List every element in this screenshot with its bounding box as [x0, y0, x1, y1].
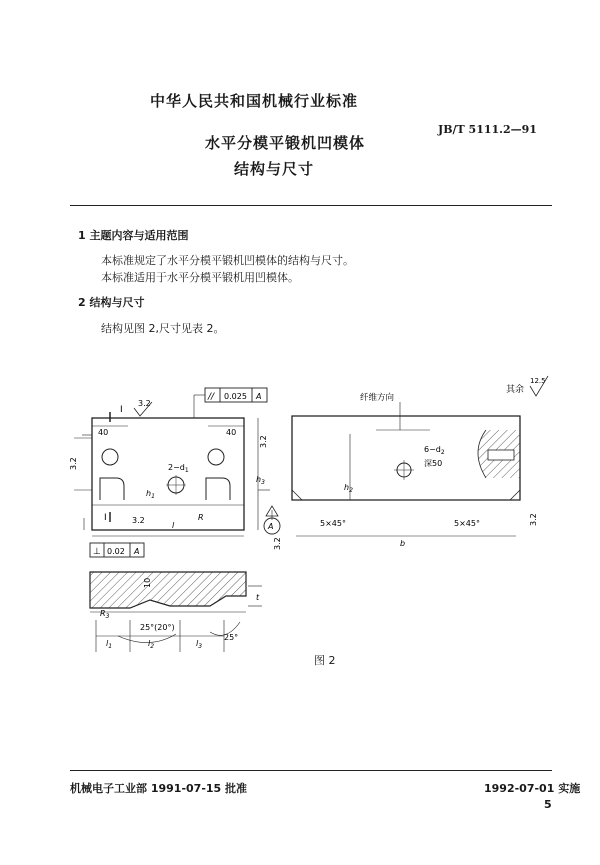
section-mark-bottom: I [104, 513, 107, 523]
svg-text:A: A [256, 392, 262, 401]
roughness-value-h3: 3.2 [259, 435, 268, 448]
side-view-bore [488, 450, 514, 460]
section-2-heading: 2 结构与尺寸 [78, 296, 145, 309]
section-mark-top: I [120, 405, 123, 415]
tolerance-frame-perpendicular [90, 543, 144, 557]
section-1-heading: 1 主题内容与适用范围 [78, 229, 189, 242]
dim-40-left: 40 [98, 428, 109, 437]
section-2-paragraph-1: 结构见图 2,尺寸见表 2。 [101, 322, 225, 335]
tolerance-frame-parallel [205, 388, 267, 402]
document-subtitle: 结构与尺寸 [234, 160, 315, 178]
svg-text:⊥: ⊥ [93, 547, 101, 557]
dim-6d2: $6-d_2$ [424, 445, 445, 456]
dim-chamfer-right: 5×45° [454, 519, 480, 528]
page-number: 5 [544, 798, 552, 811]
roughness-value-side: 3.2 [529, 513, 538, 526]
dim-r3: $R_3$ [100, 609, 110, 620]
roughness-value-bottom: 3.2 [132, 516, 145, 525]
roughness-value-bottom-left: 3.2 [273, 537, 282, 550]
dim-h2: $h_2$ [344, 483, 353, 494]
dim-t: t [256, 593, 260, 602]
implementation-date: 1992-07-01 实施 [484, 782, 581, 795]
slot-left [100, 478, 124, 500]
dim-b: b [400, 539, 406, 548]
document-title: 水平分模平锻机凹模体 [205, 134, 366, 152]
dim-r: R [198, 513, 204, 522]
dim-10: 10 [143, 577, 152, 588]
roughness-value-left: 3.2 [69, 457, 78, 470]
svg-text:0.02: 0.02 [107, 547, 125, 556]
svg-text://: // [208, 392, 215, 402]
dim-40-right: 40 [226, 428, 237, 437]
slot-right [206, 478, 230, 500]
header-rule [70, 205, 552, 206]
dim-angle-25: 25° [224, 633, 239, 642]
section-1-paragraph-2: 本标准适用于水平分模平锻机用凹模体。 [101, 271, 299, 284]
dim-h1: $h_1$ [146, 489, 155, 500]
svg-text:0.025: 0.025 [224, 392, 247, 401]
dim-depth: 深50 [424, 459, 443, 468]
dim-l2: $l_2$ [148, 639, 155, 650]
figure-caption: 图 2 [314, 654, 336, 667]
svg-text:12.5: 12.5 [530, 377, 546, 385]
issuing-authority: 中华人民共和国机械行业标准 [150, 92, 359, 110]
detail-hatched-body [90, 572, 246, 608]
dim-2d1: $2-d_1$ [168, 463, 189, 474]
roughness-rest-note [506, 376, 548, 396]
standard-number: JB/T 5111.2—91 [438, 123, 537, 136]
dim-chamfer-left: 5×45° [320, 519, 346, 528]
svg-text:其余: 其余 [506, 385, 525, 395]
dim-l: l [172, 521, 175, 530]
approval-note: 机械电子工业部 1991-07-15 批准 [70, 782, 248, 795]
engineering-drawing [0, 360, 600, 660]
dim-angle-25-20: 25°(20°) [140, 623, 175, 632]
guide-hole-right [208, 449, 224, 465]
fiber-direction-label: 纤维方向 [360, 393, 395, 403]
svg-text:A: A [268, 522, 274, 531]
section-1-paragraph-1: 本标准规定了水平分模平锻机凹模体的结构与尺寸。 [101, 254, 354, 267]
guide-hole-left [102, 449, 118, 465]
dim-l3: $l_3$ [196, 639, 203, 650]
front-view-outline [92, 418, 244, 530]
dim-h3: $h_3$ [256, 475, 265, 486]
roughness-value-top: 3.2 [138, 399, 151, 408]
footer-rule [70, 770, 552, 771]
svg-text:A: A [134, 547, 140, 556]
dim-l1: $l_1$ [106, 639, 113, 650]
